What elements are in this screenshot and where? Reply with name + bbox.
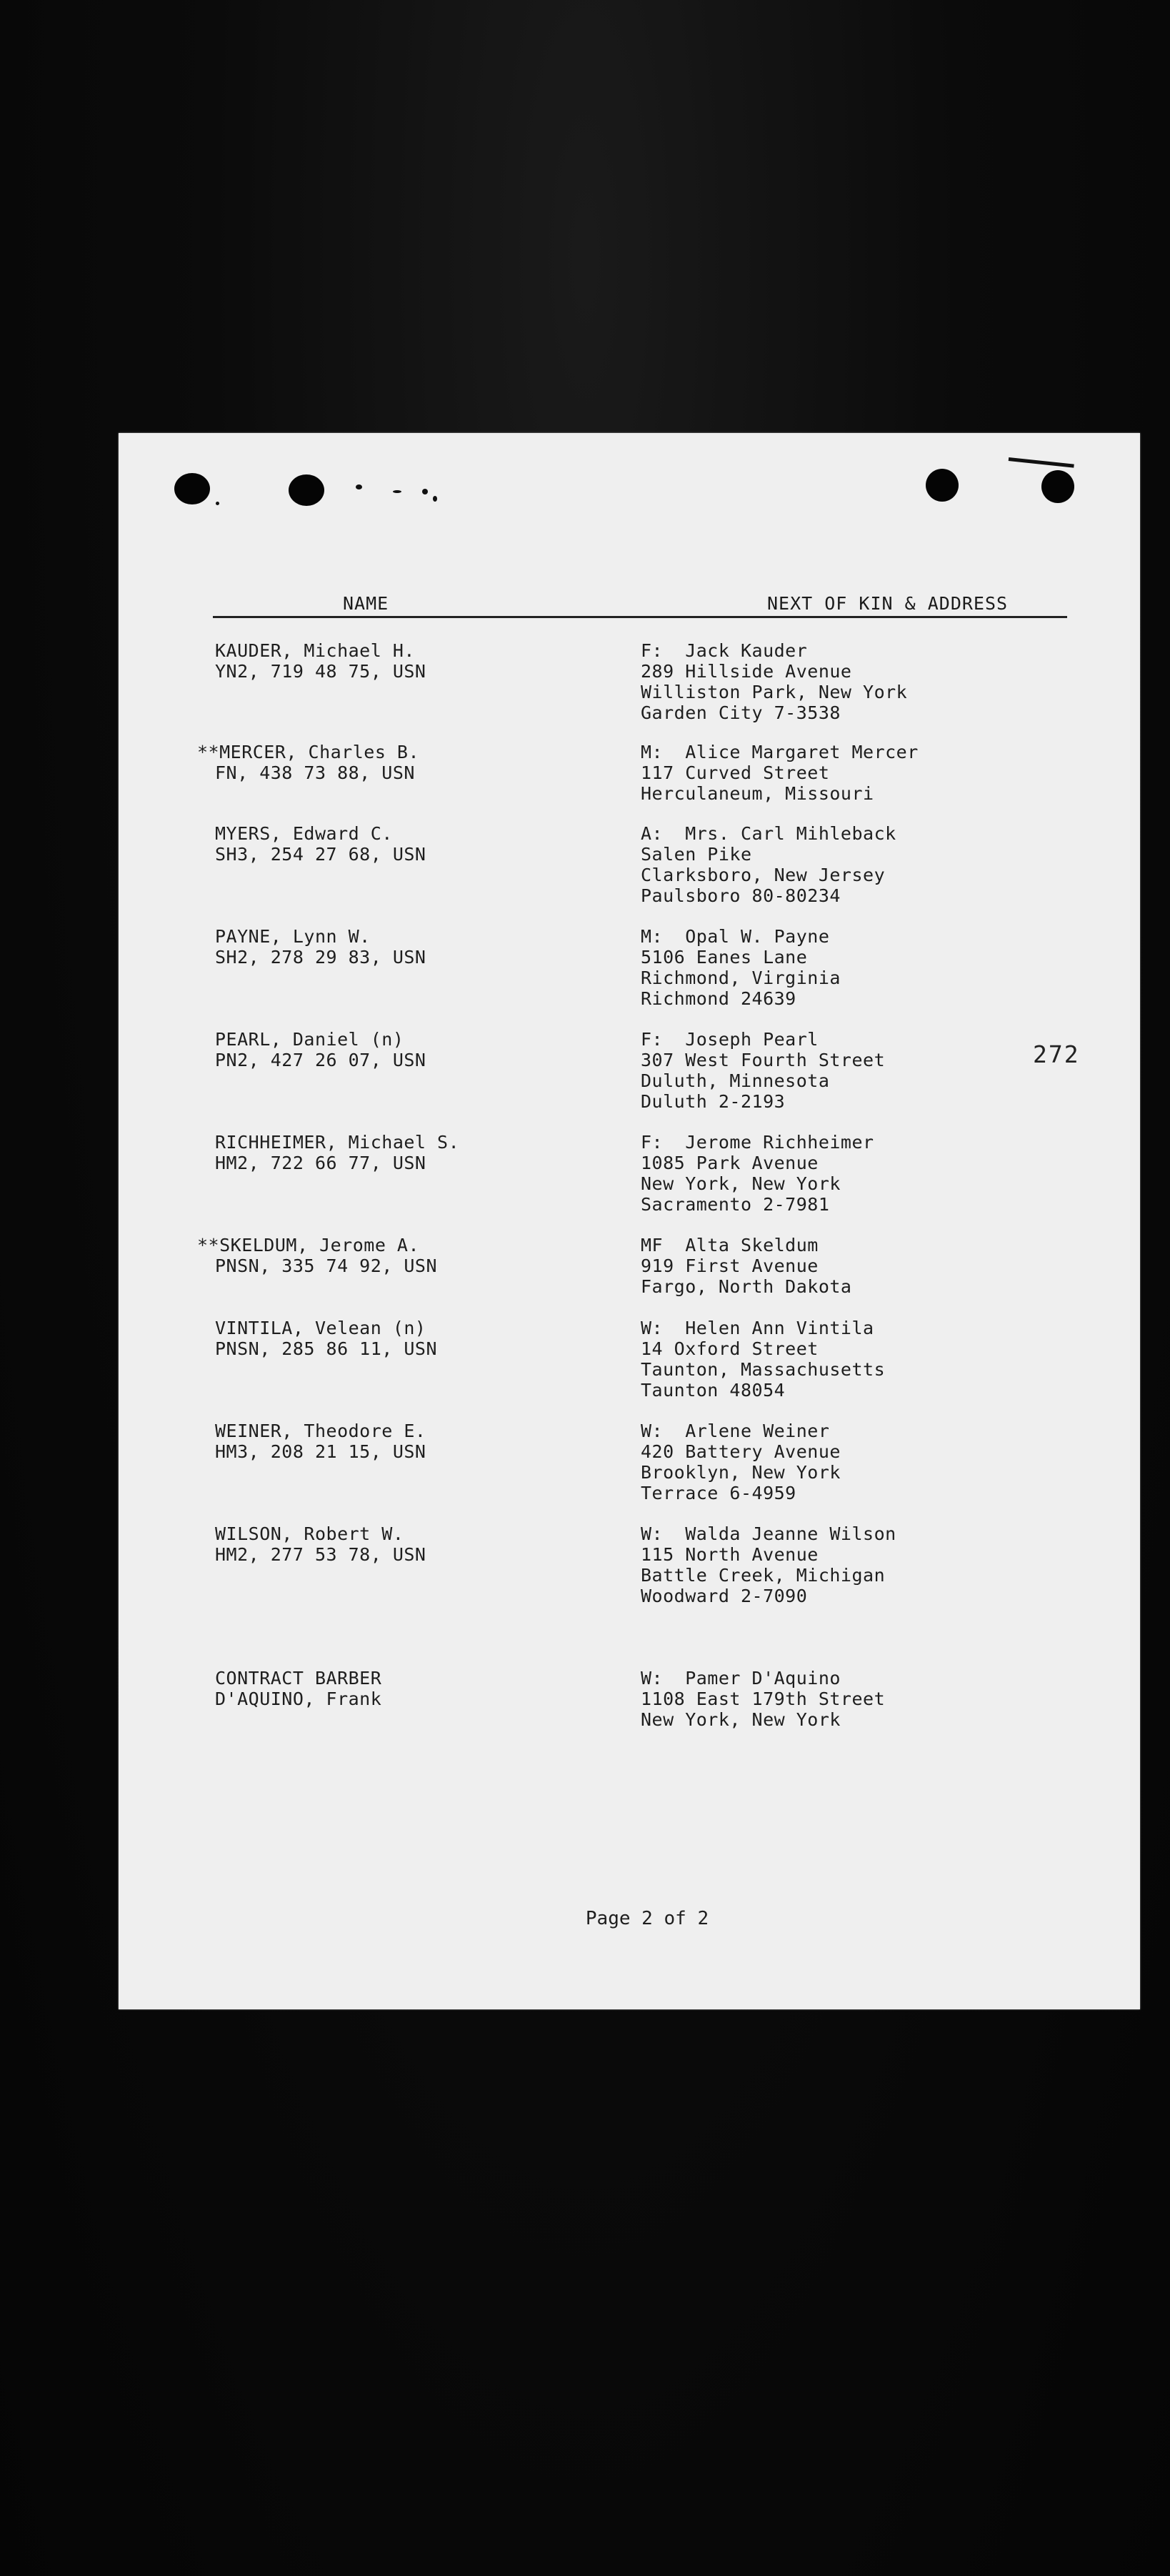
kin-relation-name: W: Walda Jeanne Wilson (641, 1523, 896, 1544)
sailor-rate-service-number: SH3, 254 27 68, USN (215, 844, 426, 865)
ink-speck-icon (433, 496, 437, 502)
ink-speck-icon (393, 490, 401, 493)
kin-city-state: Richmond, Virginia (641, 968, 841, 988)
kin-city-state: Fargo, North Dakota (641, 1276, 852, 1297)
kin-phone: Garden City 7-3538 (641, 702, 841, 723)
sailor-name: WEINER, Theodore E. (215, 1421, 426, 1441)
kin-relation-name: F: Joseph Pearl (641, 1029, 819, 1050)
kin-phone: Woodward 2-7090 (641, 1586, 808, 1606)
sailor-name: KAUDER, Michael H. (215, 640, 415, 661)
kin-city-state: Clarksboro, New Jersey (641, 865, 886, 885)
kin-relation-name: MF Alta Skeldum (641, 1235, 819, 1255)
sailor-rate-service-number: PN2, 427 26 07, USN (215, 1050, 426, 1070)
ink-speck-icon (356, 484, 362, 489)
kin-relation-name: W: Helen Ann Vintila (641, 1318, 874, 1338)
kin-relation-name: A: Mrs. Carl Mihleback (641, 823, 896, 844)
kin-street: 420 Battery Avenue (641, 1441, 841, 1462)
kin-city-state: New York, New York (641, 1709, 841, 1730)
kin-city-state: Herculaneum, Missouri (641, 783, 874, 804)
name-column-header: NAME (343, 593, 389, 614)
kin-street: 5106 Eanes Lane (641, 947, 808, 968)
kin-street: 1108 East 179th Street (641, 1689, 886, 1709)
sailor-name: CONTRACT BARBER (215, 1668, 382, 1689)
kin-city-state: Battle Creek, Michigan (641, 1565, 886, 1586)
sailor-rate-service-number: HM2, 277 53 78, USN (215, 1544, 426, 1565)
kin-relation-name: M: Opal W. Payne (641, 926, 830, 947)
kin-phone: Richmond 24639 (641, 988, 796, 1009)
sailor-name: PAYNE, Lynn W. (215, 926, 371, 947)
sailor-name: PEARL, Daniel (n) (215, 1029, 404, 1050)
kin-street: 117 Curved Street (641, 762, 830, 783)
kin-phone: Taunton 48054 (641, 1380, 786, 1401)
kin-relation-name: F: Jerome Richheimer (641, 1132, 874, 1153)
sailor-rate-service-number: PNSN, 335 74 92, USN (215, 1255, 438, 1276)
kin-relation-name: W: Arlene Weiner (641, 1421, 830, 1441)
sailor-name: **MERCER, Charles B. (197, 742, 420, 762)
sailor-rate-service-number: SH2, 278 29 83, USN (215, 947, 426, 968)
sailor-rate-service-number: PNSN, 285 86 11, USN (215, 1338, 438, 1359)
punch-hole-left-icon (174, 473, 210, 504)
sailor-rate-service-number: HM3, 208 21 15, USN (215, 1441, 426, 1462)
kin-relation-name: W: Pamer D'Aquino (641, 1668, 841, 1689)
page-footer (119, 1908, 1140, 1929)
punch-hole-center-left-icon (289, 474, 324, 506)
kin-city-state: Brooklyn, New York (641, 1462, 841, 1483)
page-count-label: Page 2 of 2 (585, 1908, 709, 1929)
kin-street: 14 Oxford Street (641, 1338, 819, 1359)
sailor-rate-service-number: HM2, 722 66 77, USN (215, 1153, 426, 1173)
punch-hole-center-right-icon (926, 469, 959, 502)
kin-relation-name: M: Alice Margaret Mercer (641, 742, 919, 762)
punch-hole-right-icon (1041, 470, 1074, 503)
kin-street: 115 North Avenue (641, 1544, 819, 1565)
sailor-rate-service-number: D'AQUINO, Frank (215, 1689, 382, 1709)
archive-page-number: 272 (1033, 1040, 1080, 1068)
document-page (119, 433, 1140, 2009)
kin-phone: Duluth 2-2193 (641, 1091, 786, 1112)
kin-phone: Terrace 6-4959 (641, 1483, 796, 1503)
sailor-name: MYERS, Edward C. (215, 823, 393, 844)
sailor-name: VINTILA, Velean (n) (215, 1318, 426, 1338)
kin-street: 307 West Fourth Street (641, 1050, 886, 1070)
kin-city-state: Duluth, Minnesota (641, 1070, 830, 1091)
kin-street: 1085 Park Avenue (641, 1153, 819, 1173)
kin-street: Salen Pike (641, 844, 752, 865)
kin-relation-name: F: Jack Kauder (641, 640, 808, 661)
ink-speck-icon (422, 489, 428, 494)
kin-city-state: Williston Park, New York (641, 682, 908, 702)
next-of-kin-column-header: NEXT OF KIN & ADDRESS (767, 593, 1009, 614)
kin-phone: Sacramento 2-7981 (641, 1194, 830, 1215)
pen-stroke-icon (1009, 457, 1074, 468)
sailor-name: WILSON, Robert W. (215, 1523, 404, 1544)
sailor-rate-service-number: FN, 438 73 88, USN (215, 762, 415, 783)
ink-speck-icon (216, 502, 219, 505)
kin-phone: Paulsboro 80-80234 (641, 885, 841, 906)
header-divider (213, 616, 1067, 618)
sailor-rate-service-number: YN2, 719 48 75, USN (215, 661, 426, 682)
sailor-name: RICHHEIMER, Michael S. (215, 1132, 460, 1153)
kin-street: 919 First Avenue (641, 1255, 819, 1276)
sailor-name: **SKELDUM, Jerome A. (197, 1235, 420, 1255)
kin-city-state: Taunton, Massachusetts (641, 1359, 886, 1380)
kin-street: 289 Hillside Avenue (641, 661, 852, 682)
kin-city-state: New York, New York (641, 1173, 841, 1194)
